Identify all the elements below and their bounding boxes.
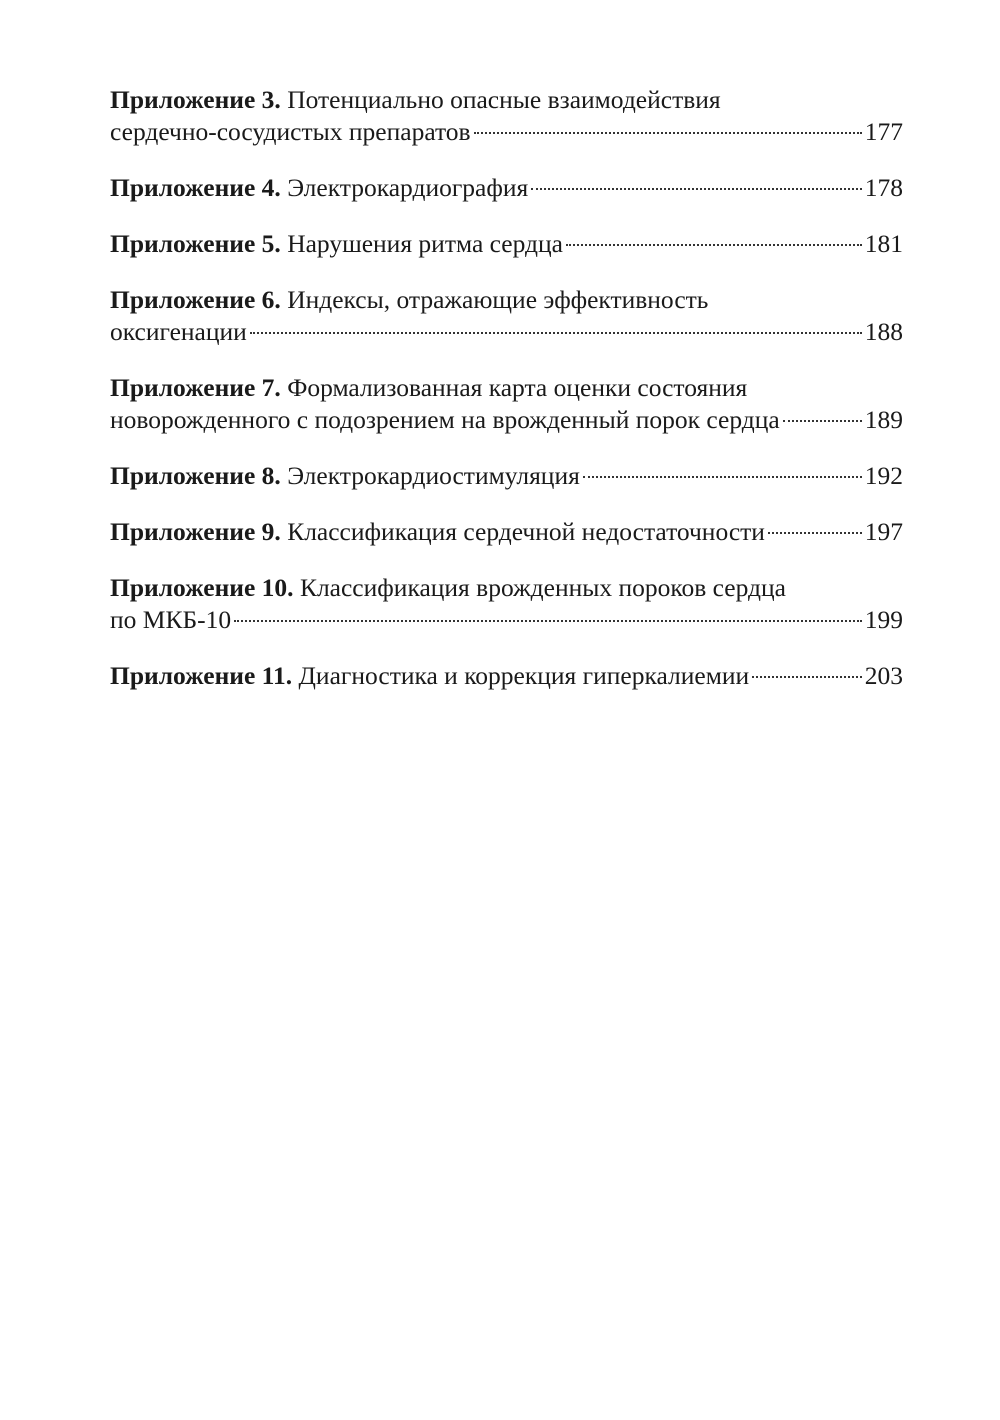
toc-entry-title: Формализованная карта оценки состояния [287, 373, 748, 402]
toc-entry-title: Потенциально опасные взаимодействия [287, 85, 721, 114]
toc-entry-label: Приложение 4. [110, 173, 281, 202]
toc-entry-first-line [110, 572, 903, 604]
toc-entry-title: Классификация врожденных пороков сердца [299, 573, 786, 602]
toc-entry-label: Приложение 9. [110, 517, 281, 546]
toc-entry-label: Приложение 10. [110, 573, 294, 602]
toc-entry-last-line [110, 116, 903, 148]
toc-entry-label: Приложение 11. [110, 661, 293, 690]
toc-entry-page-number: 181 [864, 229, 903, 258]
toc-entry-title-continued: по МКБ-10 [110, 605, 232, 634]
dot-leader [768, 532, 862, 534]
toc-entry-page-number: 177 [864, 117, 903, 146]
toc-entry-last-line [110, 316, 903, 348]
toc-entry-last-line [110, 604, 903, 636]
dot-leader [566, 244, 862, 246]
toc-entry-page-number: 188 [864, 317, 903, 346]
toc-entry-appendix-4[interactable] [110, 172, 903, 204]
toc-entry-title: Классификация сердечной недостаточности [287, 517, 765, 546]
toc-entry-first-line [110, 284, 903, 316]
toc-entry-title-continued: сердечно-сосудистых препаратов [110, 117, 471, 146]
toc-entry-appendix-6[interactable] [110, 284, 903, 348]
toc-entry-line [110, 460, 903, 492]
dot-leader [783, 420, 862, 422]
toc-entry-title: Нарушения ритма сердца [287, 229, 563, 258]
toc-entry-first-line [110, 84, 903, 116]
toc-entry-label: Приложение 6. [110, 285, 281, 314]
toc-entry-last-line [110, 404, 903, 436]
toc-entry-label: Приложение 3. [110, 85, 281, 114]
toc-entry-title: Диагностика и коррекция гиперкалиемии [298, 661, 750, 690]
dot-leader [752, 676, 862, 678]
toc-entry-title: Электрокардиография [287, 173, 529, 202]
toc-entry-appendix-9[interactable] [110, 516, 903, 548]
dot-leader [531, 188, 861, 190]
toc-entry-appendix-7[interactable] [110, 372, 903, 436]
toc-entry-line [110, 228, 903, 260]
toc-entry-appendix-3[interactable] [110, 84, 903, 148]
toc-entry-line [110, 660, 903, 692]
toc-entry-page-number: 197 [864, 517, 903, 546]
toc-entry-appendix-11[interactable] [110, 660, 903, 692]
dot-leader [583, 476, 862, 478]
toc-entry-label: Приложение 7. [110, 373, 281, 402]
toc-entry-appendix-5[interactable] [110, 228, 903, 260]
dot-leader [250, 332, 862, 334]
toc-entry-appendix-10[interactable] [110, 572, 903, 636]
toc-entry-title: Электрокардиостимуляция [287, 461, 580, 490]
toc-entry-page-number: 192 [864, 461, 903, 490]
toc-entry-page-number: 178 [864, 173, 903, 202]
toc-entry-line [110, 516, 903, 548]
toc-entry-appendix-8[interactable] [110, 460, 903, 492]
toc-entry-page-number: 203 [864, 661, 903, 690]
dot-leader [474, 132, 862, 134]
toc-entry-label: Приложение 5. [110, 229, 281, 258]
toc-entry-title-continued: оксигенации [110, 317, 247, 346]
toc-entry-title-continued: новорожденного с подозрением на врожденный порок сердца [110, 405, 780, 434]
toc-entry-page-number: 199 [864, 605, 903, 634]
table-of-contents [110, 84, 903, 716]
toc-entry-page-number: 189 [864, 405, 903, 434]
toc-entry-label: Приложение 8. [110, 461, 281, 490]
dot-leader [234, 620, 862, 622]
toc-entry-title: Индексы, отражающие эффективность [287, 285, 709, 314]
toc-entry-first-line [110, 372, 903, 404]
toc-entry-line [110, 172, 903, 204]
